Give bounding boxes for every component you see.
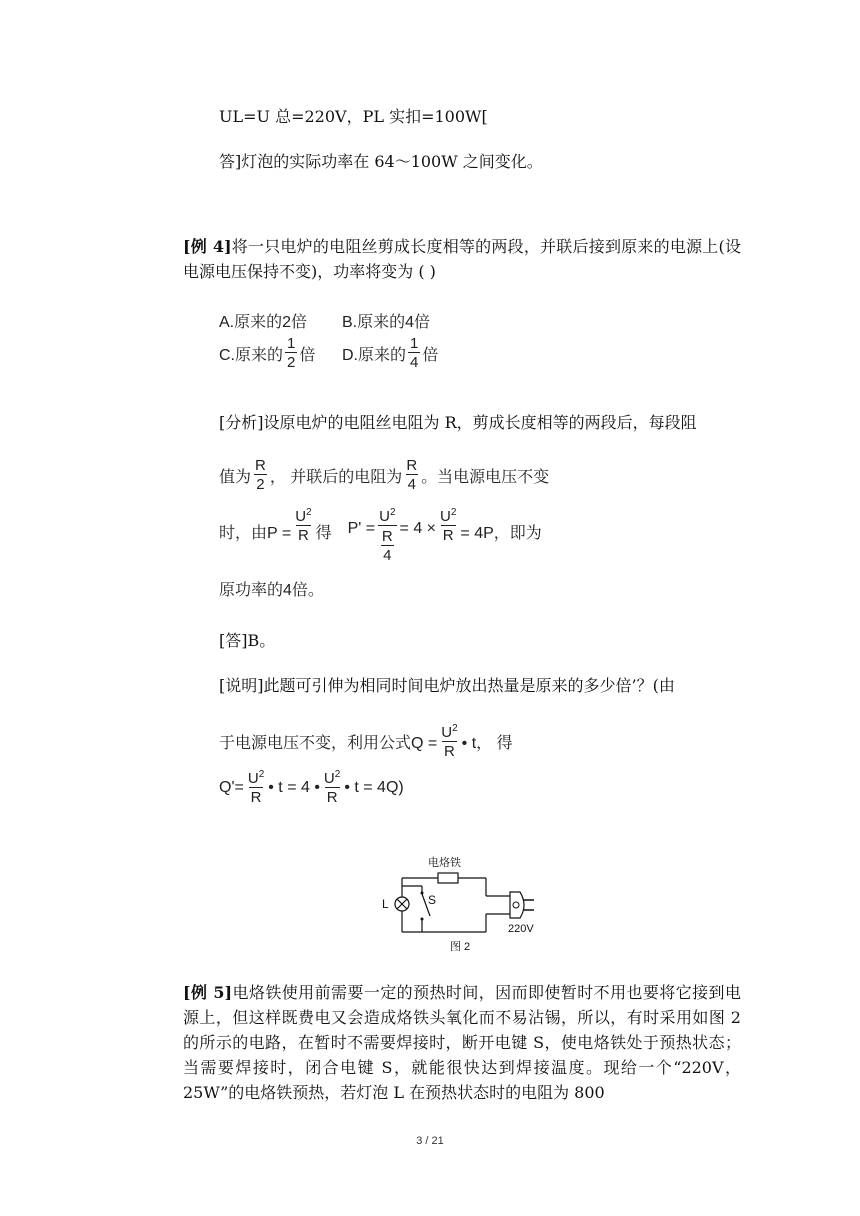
option-c-suffix: 倍: [299, 346, 316, 364]
formula-text: • t， 得: [461, 735, 513, 752]
denominator: R: [444, 743, 455, 760]
text-line-2: 答]灯泡的实际功率在 64～100W 之间变化。: [219, 152, 543, 171]
option-d-prefix: D.原来的: [342, 346, 407, 364]
example-4-label: [例 4]: [183, 237, 232, 256]
example-5-text: 电烙铁使用前需要一定的预热时间，因而即使暂时不用也要将它接到电源上，但这样既费电又会造成烙铁头氧化而不易沾锡，所以，有时采用如图 2 的所示的电路，在暂时不需要焊接时，断开电键 S，使电烙铁处于预热状态；当需要焊接时，闭合电键 S，就能很快达到焊接温度。现给一个“220V，25W”的电烙铁预热，若灯泡 L 在预热状态时的电阻为 800: [183, 983, 741, 1102]
numerator: [322, 770, 342, 787]
formula-text: 于电源电压不变，利用公式Q =: [219, 735, 438, 752]
denominator: 4: [410, 354, 419, 371]
answer-line: [答]B。: [219, 631, 276, 650]
fraction-r-2: [253, 458, 268, 492]
fraction-u2-r-b: [438, 508, 458, 543]
denominator: R: [297, 527, 309, 544]
formula-text: 值为: [219, 468, 252, 486]
numerator: R: [381, 528, 393, 545]
option-a: A.原来的2倍: [219, 314, 308, 331]
fraction-u2-r4: [377, 508, 397, 563]
fraction-u2-r-d: [322, 770, 342, 805]
denominator: R: [250, 789, 262, 806]
denominator: R: [326, 789, 338, 806]
formula-text: = 4P，即为: [460, 525, 542, 542]
formula-text: Q'=: [219, 778, 244, 796]
example-5-paragraph: [183, 980, 741, 1105]
formula-line-4: [219, 724, 513, 759]
square: 2: [306, 507, 312, 518]
numerator: [377, 508, 397, 525]
denominator: 4: [383, 547, 392, 564]
resistor-iron-icon: [438, 873, 458, 883]
formula-text: P' =: [347, 520, 376, 537]
option-c: [219, 336, 315, 370]
numerator: R: [255, 457, 266, 474]
option-d-suffix: 倍: [422, 346, 439, 364]
square: 2: [452, 723, 458, 734]
fraction-1-2: [285, 336, 297, 370]
page-number: 3 / 21: [416, 1135, 444, 1147]
formula-text: • t = 4 •: [268, 778, 320, 796]
switch-contact: [421, 918, 424, 921]
formula-text: = 4 ×: [399, 520, 437, 537]
example-4-paragraph: [183, 234, 741, 284]
plug-icon: [510, 892, 524, 918]
option-b: B.原来的4倍: [342, 314, 431, 331]
formula-line-3: 原功率的4倍。: [219, 582, 324, 599]
formula-text: • t = 4Q): [344, 778, 404, 796]
fraction-r-4: [404, 458, 419, 492]
switch-label: S: [428, 893, 437, 907]
square: 2: [450, 507, 457, 518]
numerator: 1: [287, 335, 296, 352]
voltage-label: 220V: [508, 923, 534, 935]
denominator: R: [442, 527, 454, 544]
note-line: [说明]此题可引伸为相同时间电炉放出热量是原来的多少倍’？(由: [219, 676, 675, 695]
denominator: 2: [287, 354, 296, 371]
analysis-line: [分析]设原电炉的电阻丝电阻为 R，剪成长度相等的两段后，每段阻: [219, 413, 697, 432]
square: 2: [334, 769, 341, 780]
formula-line-2: [219, 508, 542, 563]
numerator: R: [406, 457, 418, 474]
figure-caption: 图 2: [450, 941, 471, 953]
option-c-prefix: C.原来的: [219, 346, 284, 364]
formula-text: 得: [315, 525, 332, 542]
numerator: [293, 508, 313, 525]
numerator: 1: [410, 335, 419, 352]
fraction-u2-r-c: [246, 770, 266, 805]
numerator: [246, 770, 266, 787]
fraction-u2-r-q: [439, 724, 459, 759]
fraction-1-4: [408, 336, 420, 370]
denominator: 4: [407, 476, 416, 493]
u-symbol: U: [379, 508, 390, 525]
fraction-u2-r: [293, 508, 313, 543]
u-symbol: U: [323, 770, 335, 787]
formula-text: ， 并联后的电阻为: [269, 468, 403, 486]
option-d: [342, 336, 438, 370]
switch-contact: [421, 892, 424, 895]
iron-label: 电烙铁: [428, 857, 461, 869]
square: 2: [389, 507, 396, 518]
formula-text: 时，由P =: [219, 525, 292, 542]
text-line-1: UL=U 总=220V，PL 实扣=100W[: [219, 107, 488, 126]
fraction-r-4-nested: [380, 529, 395, 563]
denominator: [378, 525, 397, 563]
denominator: 2: [256, 476, 265, 493]
numerator: [438, 508, 458, 525]
u-symbol: U: [247, 770, 259, 787]
formula-line-5: [219, 770, 404, 805]
circuit-diagram: [370, 852, 570, 956]
example-4-text: 将一只电炉的电阻丝剪成长度相等的两段，并联后接到原来的电源上(设电源电压保持不变)，功率将变为 ( ): [183, 237, 741, 281]
formula-line-1: [219, 458, 549, 492]
u-symbol: U: [295, 508, 307, 525]
lamp-label: L: [382, 897, 389, 911]
u-symbol: U: [441, 724, 453, 741]
example-5-label: [例 5]: [183, 983, 233, 1002]
u-symbol: U: [440, 508, 451, 525]
formula-text: 。当电源电压不变: [421, 468, 550, 486]
numerator: [439, 724, 459, 741]
square: 2: [258, 769, 265, 780]
